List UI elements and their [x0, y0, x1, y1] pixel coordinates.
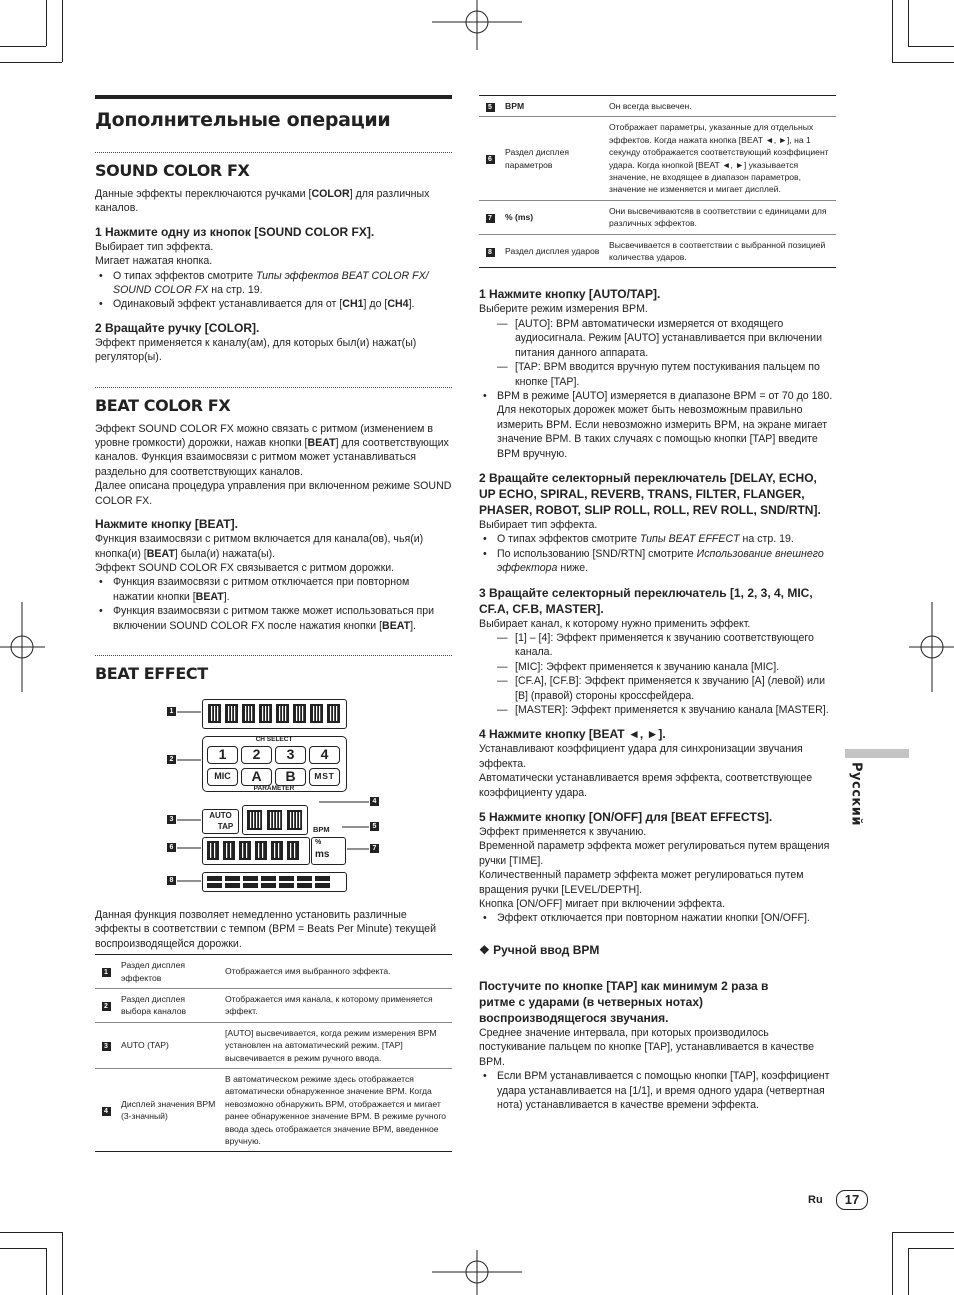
ms-label: ms	[315, 848, 330, 860]
row-text: Высвечивается в соответствии с выбранной позицией количества ударов.	[605, 234, 836, 268]
unit-indicator	[311, 837, 346, 865]
row-text: Отображается имя выбранного эффекта.	[221, 955, 452, 989]
bpm-value-display	[242, 805, 308, 835]
row-number: 2	[102, 1002, 111, 1011]
row-text: Он всегда высвечен.	[605, 96, 836, 117]
row-label: Раздел дисплея выбора каналов	[117, 988, 221, 1022]
beat-effect-display-diagram	[95, 696, 452, 891]
r-step-2-title: 2 Вращайте селекторный переключатель [DELAY, ECHO, UP ECHO, SPIRAL, REVERB, TRANS, FILTER, FLANGER, PHASER, ROBOT, SLIP ROLL, ROLL, REV ROLL, SND/RTN].	[479, 470, 821, 517]
parameter-digits	[203, 838, 308, 863]
channel-key-3: 3	[275, 746, 306, 764]
sound-color-intro: Данные эффекты переключаются ручками [COLOR] для различных каналов.	[95, 188, 430, 215]
step-1-bullet-1: • О типах эффектов смотрите Типы эффектов BEAT COLOR FX/ SOUND COLOR FX на стр. 19.	[95, 269, 452, 298]
manual-bpm-heading: ❖ Ручной ввод BPM	[479, 942, 600, 957]
step-1-title: 1 Нажмите одну из кнопок [SOUND COLOR FX].	[95, 224, 375, 239]
callout-7: 7	[370, 844, 379, 853]
section-rule	[95, 387, 452, 388]
channel-key-2: 2	[241, 746, 272, 764]
r-step-4-line-2: Автоматически устанавливается время эффекта, соответствующее коэффициенту удара.	[479, 772, 813, 799]
tap-heading: Постучите по кнопке [TAP] как минимум 2 раза в ритме с ударами (в четверных нотах) воспроизводящегося звучания.	[479, 978, 769, 1025]
row-label: Раздел дисплея параметров	[501, 117, 605, 200]
beat-color-p2: Далее описана процедура управления при включенном режиме SOUND COLOR FX.	[95, 480, 452, 507]
beat-color-p1: Эффект SOUND COLOR FX можно связать с ритмом (изменением в уровне громкости) дорожки, нажав кнопки [BEAT] для соответствующих каналов. Функция взаимосвязи с ритмом может устанавливаться раздельно для соответствующих каналов.	[95, 422, 449, 478]
tap-label: TAP	[217, 821, 234, 831]
footer-language: Ru	[808, 1194, 823, 1206]
segment-characters	[203, 700, 345, 727]
beat-effect-description: Данная функция позволяет немедленно установить различные эффекты в соответствии с темпом (BPM = Beats Per Minute) текущей воспроизводящейся дорожки.	[95, 908, 436, 950]
r-step-5-line-3: Количественный параметр эффекта может регулироваться путем вращения ручки [LEVEL/DEPTH].	[479, 869, 804, 896]
parameter-label: PARAMETER	[253, 784, 295, 792]
r-step-1-title: 1 Нажмите кнопку [AUTO/TAP].	[479, 287, 661, 302]
parameter-display	[202, 837, 310, 865]
r-step-1-dash-1: — [AUTO]: BPM автоматически измеряется от входящего аудиосигнала. Режим [AUTO] устанавливается при включении питания данного аппарата.	[479, 317, 836, 360]
callout-5: 5	[370, 822, 379, 831]
row-label: Дисплей значения BPM (3-значный)	[117, 1069, 221, 1152]
r-step-3-line: Выбирает канал, к которому нужно применить эффект.	[479, 617, 751, 630]
table-row	[479, 117, 836, 200]
table-row	[479, 200, 836, 234]
step-1-line-2: Мигает нажатая кнопка.	[95, 255, 213, 268]
row-number: 4	[102, 1107, 111, 1116]
row-label: AUTO (TAP)	[117, 1022, 221, 1068]
r-step-5-title: 5 Нажмите кнопку [ON/OFF] для [BEAT EFFECTS].	[479, 810, 773, 825]
r-step-1-dash-2: — [TAP: BPM вводится вручную путем постукивания пальцем по кнопке [TAP].	[479, 360, 836, 389]
step-2-text: Эффект применяется к каналу(ам), для которых был(и) нажат(ы) регулятор(ы).	[95, 336, 417, 364]
beat-s1: Функция взаимосвязи с ритмом включается для канала(ов), чья(и) кнопка(и) [BEAT] была(и) нажата(ы).	[95, 533, 424, 560]
row-text: [AUTO] высвечивается, когда режим измерения BPM установлен на автоматический режим. [TAP] высвечивается в режим ручного ввода.	[221, 1022, 452, 1068]
right-column	[479, 95, 836, 1112]
r-step-2-bullet-2: • По использованию [SND/RTN] смотрите Использование внешнего эффектора ниже.	[479, 547, 836, 576]
r-step-3-dash-4: — [MASTER]: Эффект применяется к звучанию канала [MASTER].	[479, 703, 836, 717]
r-step-3-dash-1: — [1] – [4]: Эффект применяется к звучанию соответствующего канала.	[479, 631, 836, 660]
beat-s2: Эффект SOUND COLOR FX связывается с ритмом дорожки.	[95, 561, 395, 574]
channel-key-a: A	[241, 768, 272, 786]
title-rule	[95, 95, 452, 99]
row-number: 8	[486, 248, 495, 257]
r-step-2-bullet-1: • О типах эффектов смотрите Типы BEAT EFFECT на стр. 19.	[479, 532, 836, 546]
row-text: В автоматическом режиме здесь отображается автоматически обнаруженное значение BPM. Когда невозможно обнаружить BPM, отображается и мигает ранее обнаруженное значение BPM. В режиме ручного ввода здесь отображается значение BPM, введенное вручную.	[221, 1069, 452, 1152]
page-number: 17	[836, 1190, 868, 1210]
row-label: BPM	[501, 96, 605, 117]
table-row	[479, 234, 836, 268]
section-rule	[95, 152, 452, 153]
callout-4: 4	[370, 797, 379, 806]
row-number: 1	[102, 968, 111, 977]
row-label: Раздел дисплея ударов	[501, 234, 605, 268]
callout-8: 8	[167, 876, 176, 885]
row-label: % (ms)	[501, 200, 605, 234]
callout-6: 6	[167, 843, 176, 852]
row-number: 6	[486, 155, 495, 164]
tap-line: Среднее значение интервала, при которых производилось постукивание пальцем по кнопке [TAP], устанавливается в качестве BPM.	[479, 1026, 815, 1068]
channel-key-mic: MIC	[207, 768, 238, 786]
r-step-1-line: Выберите режим измерения BPM.	[479, 303, 648, 316]
step-1-bullet-2: • Одинаковый эффект устанавливается для от [CH1] до [CH4].	[95, 297, 452, 311]
registration-mark-bottom	[432, 1250, 522, 1295]
bpm-label: BPM	[313, 824, 330, 834]
heading-beat-color-fx: BEAT COLOR FX	[95, 395, 231, 415]
auto-label: AUTO	[209, 810, 232, 820]
r-step-1-bullet: • BPM в режиме [AUTO] измеряется в диапазоне BPM = от 70 до 180. Для некоторых дорожек может быть невозможным правильно измерить BPM. Если невозможно измерить BPM, на экране мигает значение BPM. В таких случаях с помощью кнопки [TAP] введите BPM вручную.	[479, 389, 836, 461]
channel-key-4: 4	[309, 746, 340, 764]
r-step-5-bullet: • Эффект отключается при повторном нажатии кнопки [ON/OFF].	[479, 911, 836, 925]
r-step-2-line: Выбирает тип эффекта.	[479, 518, 598, 531]
r-step-3-dash-3: — [CF.A], [CF.B]: Эффект применяется к звучанию [A] (левой) или [B] (правой) стороны кроссфейдера.	[479, 674, 836, 703]
language-tab-label: Русский	[848, 762, 864, 826]
heading-beat-effect: BEAT EFFECT	[95, 663, 208, 683]
language-tab-bar	[845, 749, 909, 758]
beat-sub-title: Нажмите кнопку [BEAT].	[95, 517, 238, 532]
r-step-5-line-2: Временной параметр эффекта может регулироваться путем вращения ручки [TIME].	[479, 840, 830, 867]
r-step-5-line-1: Эффект применяется к звучанию.	[479, 826, 647, 839]
beat-bullet-1: • Функция взаимосвязи с ритмом отключается при повторном нажатии кнопки [BEAT].	[95, 575, 452, 604]
r-step-3-dash-2: — [MIC]: Эффект применяется к звучанию канала [MIC].	[479, 660, 836, 674]
r-step-4-line-1: Устанавливают коэффициент удара для синхронизации звучания эффекта.	[479, 743, 803, 770]
registration-mark-top	[432, 0, 522, 50]
section-rule	[95, 655, 452, 656]
auto-tap-indicator	[202, 809, 239, 834]
table-row	[95, 988, 452, 1022]
beat-bullet-2: • Функция взаимосвязи с ритмом также может использоваться при включении SOUND COLOR FX после нажатия кнопки [BEAT].	[95, 604, 452, 633]
channel-select-display	[202, 736, 347, 792]
r-step-4-title: 4 Нажмите кнопку [BEAT ◄, ►].	[479, 727, 666, 742]
row-text: Отображается имя канала, к которому применяется эффект.	[221, 988, 452, 1022]
step-2-title: 2 Вращайте ручку [COLOR].	[95, 320, 260, 335]
registration-mark-left	[0, 602, 45, 692]
table-row	[95, 955, 452, 989]
channel-key-1: 1	[207, 746, 238, 764]
beat-display	[202, 872, 347, 892]
row-number: 3	[102, 1042, 111, 1051]
callout-1: 1	[167, 707, 176, 716]
callout-3: 3	[167, 815, 176, 824]
registration-mark-right	[909, 602, 954, 692]
row-text: Отображает параметры, указанные для отдельных эффектов. Когда нажата кнопка [BEAT ◄, ►], на 1 секунду отображается соответствующий коэффициент удара. Когда кнопкой [BEAT ◄, ►] указывается значение, не входящее в диапазон параметров, значение не изменяется и мигает дисплей.	[605, 117, 836, 200]
channel-key-mst: MST	[309, 768, 340, 786]
callout-2: 2	[167, 755, 176, 764]
heading-sound-color-fx: SOUND COLOR FX	[95, 161, 250, 180]
step-1-line-1: Выбирает тип эффекта.	[95, 240, 214, 253]
ch-select-label: CH SELECT	[255, 735, 293, 743]
channel-key-b: B	[275, 768, 306, 786]
table-row	[95, 1069, 452, 1152]
display-parts-table-left	[95, 954, 452, 1152]
r-step-3-title: 3 Вращайте селекторный переключатель [1, 2, 3, 4, MIC, CF.A, CF.B, MASTER].	[479, 585, 813, 616]
tap-bullet: • Если BPM устанавливается с помощью кнопки [TAP], коэффициент удара устанавливается на [1/1], и время одного удара (четвертная нота) устанавливается в качестве времени эффекта.	[479, 1069, 836, 1112]
row-text: Они высвечиваютсяв в соответствии с единицами для различных эффектов.	[605, 200, 836, 234]
table-row	[95, 1022, 452, 1068]
display-parts-table-right	[479, 95, 836, 268]
page-title: Дополнительные операции	[95, 109, 391, 131]
bpm-digits	[243, 806, 306, 833]
r-step-5-line-4: Кнопка [ON/OFF] мигает при включении эффекта.	[479, 898, 726, 911]
percent-label: %	[315, 838, 322, 846]
row-number: 7	[486, 214, 495, 223]
left-column	[95, 95, 452, 1152]
row-label: Раздел дисплея эффектов	[117, 955, 221, 989]
table-row	[479, 96, 836, 117]
effect-name-display	[202, 699, 347, 729]
beat-segments	[203, 873, 345, 890]
row-number: 5	[486, 103, 495, 112]
